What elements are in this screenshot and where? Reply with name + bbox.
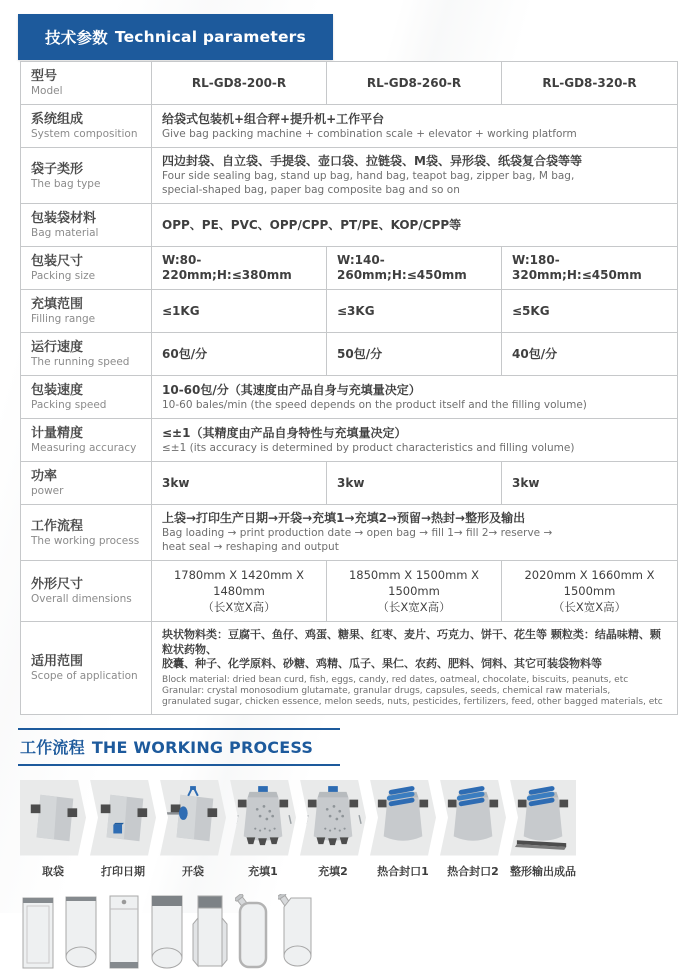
sample-bag [63, 894, 99, 972]
spec-value-cell: ≤3KG [327, 290, 502, 333]
spec-row [21, 333, 678, 376]
process-step-tile [230, 780, 296, 856]
sample-bag [106, 894, 142, 972]
process-step-tile [440, 780, 506, 856]
spec-value-cell: ≤5KG [502, 290, 678, 333]
row-label: 型号 Model [21, 62, 152, 105]
spec-value-cell: W:80-220mm;H:≤380mm [152, 247, 327, 290]
spec-value-merged: 块状物料类：豆腐干、鱼仔、鸡蛋、糖果、红枣、麦片、巧克力、饼干、花生等 颗粒类：结晶味精、颗粒状药物、 胶囊、种子、化学原料、砂糖、鸡精、瓜子、果仁、农药、肥料、饲料、其它可装袋物料等 Block material: dried bean curd, fish, eggs, candy, red dates, oatmeal, chocolate, biscuits, peanuts, etc Granular: crystal monosodium glutamate, granular drugs, capsules, seeds, chemical raw materials, granulated sugar, chicken essence, melon seeds, nuts, pesticides, fertilizers, feed, other bagged materials, etc [152, 622, 678, 715]
process-step-label: 充填2 [318, 864, 348, 878]
spec-value-cell: RL-GD8-260-R [327, 62, 502, 105]
row-label: 系统组成 System composition [21, 105, 152, 148]
spec-row [21, 462, 678, 505]
row-label: 袋子类形 The bag type [21, 148, 152, 204]
stand-up-spout-pouch-icon [278, 894, 314, 972]
spec-value-cell: 60包/分 [152, 333, 327, 376]
side-gusset-bag-icon [192, 894, 228, 972]
spec-value-cell: ≤1KG [152, 290, 327, 333]
spec-value-cell: W:140-260mm;H:≤450mm [327, 247, 502, 290]
spec-row [21, 105, 678, 148]
row-label: 包装尺寸 Packing size [21, 247, 152, 290]
technical-parameters-banner [18, 14, 333, 60]
working-process-heading-en: THE WORKING PROCESS [91, 737, 314, 757]
banner-title-cn: 技术参数 [45, 29, 108, 47]
process-step-label: 热合封口1 [377, 864, 429, 878]
sample-bag [149, 894, 185, 972]
four-side-seal-bag-icon [20, 894, 56, 972]
spec-row [21, 290, 678, 333]
spec-row [21, 419, 678, 462]
spec-value-merged: OPP、PE、PVC、OPP/CPP、PT/PE、KOP/CPP等 [152, 204, 678, 247]
spec-row [21, 561, 678, 622]
spec-value-cell: 2020mm X 1660mm X 1500mm （长X宽X高） [502, 561, 678, 622]
banner-title-en: Technical parameters [114, 28, 306, 46]
spec-row [21, 148, 678, 204]
row-label: 运行速度 The running speed [21, 333, 152, 376]
spec-row [21, 62, 678, 105]
fill-1-icon [234, 786, 292, 850]
spec-value-cell: 40包/分 [502, 333, 678, 376]
process-step [90, 780, 156, 879]
heat-seal-1-icon [374, 786, 432, 850]
spec-value-merged: 10-60包/分（其速度由产品自身与充填量决定） 10-60 bales/min (the speed depends on the product itself and the filling volume) [152, 376, 678, 419]
row-label: 适用范围 Scope of application [21, 622, 152, 715]
spec-value-cell: 50包/分 [327, 333, 502, 376]
process-step [510, 780, 576, 879]
row-label: 包装袋材料 Bag material [21, 204, 152, 247]
spec-value-cell: 3kw [502, 462, 678, 505]
bag-samples-row [20, 894, 693, 972]
sample-bag [235, 894, 271, 972]
spec-row [21, 505, 678, 561]
process-step-label: 充填1 [248, 864, 278, 878]
row-label: 计量精度 Measuring accuracy [21, 419, 152, 462]
spec-value-cell: 3kw [327, 462, 502, 505]
process-step-tile [300, 780, 366, 856]
spec-value-merged: ≤±1（其精度由产品自身特性与充填量决定） ≤±1 (its accuracy is determined by product characteristics and filling volume) [152, 419, 678, 462]
spec-row [21, 247, 678, 290]
spec-row [21, 376, 678, 419]
process-step-tile [90, 780, 156, 856]
process-step-tile [510, 780, 576, 856]
process-step-label: 打印日期 [101, 864, 145, 878]
process-step-tile [20, 780, 86, 856]
row-label: 包装速度 Packing speed [21, 376, 152, 419]
process-step [300, 780, 366, 879]
row-label: 工作流程 The working process [21, 505, 152, 561]
specs-table [20, 61, 678, 715]
spec-value-cell: RL-GD8-200-R [152, 62, 327, 105]
process-step-label: 取袋 [42, 864, 64, 878]
open-bag-icon [164, 786, 222, 850]
process-step [230, 780, 296, 879]
take-bag-icon [24, 786, 82, 850]
spec-value-cell: W:180-320mm;H:≤450mm [502, 247, 678, 290]
hang-hole-bag-icon [106, 894, 142, 972]
spec-value-cell: RL-GD8-320-R [502, 62, 678, 105]
fill-2-icon [304, 786, 362, 850]
process-step-label: 整形输出成品 [510, 864, 576, 878]
working-process-heading [18, 728, 340, 766]
spec-row [21, 622, 678, 715]
row-label: 功率 power [21, 462, 152, 505]
row-label: 外形尺寸 Overall dimensions [21, 561, 152, 622]
sample-bag [192, 894, 228, 972]
top-seal-stand-up-bag-icon [149, 894, 185, 972]
working-process-heading-cn: 工作流程 [20, 737, 85, 757]
stand-up-bag-icon [63, 894, 99, 972]
process-step [20, 780, 86, 879]
print-date-icon [94, 786, 152, 850]
spec-row [21, 204, 678, 247]
spec-value-cell: 1780mm X 1420mm X 1480mm （长X宽X高） [152, 561, 327, 622]
row-label: 充填范围 Filling range [21, 290, 152, 333]
process-step-label: 开袋 [182, 864, 204, 878]
spec-value-merged: 给袋式包装机+组合秤+提升机+工作平台 Give bag packing machine + combination scale + elevator + working platform [152, 105, 678, 148]
spout-pouch-icon [235, 894, 271, 972]
spec-value-cell: 3kw [152, 462, 327, 505]
process-step-tile [160, 780, 226, 856]
process-step [370, 780, 436, 879]
process-step [440, 780, 506, 879]
spec-value-merged: 四边封袋、自立袋、手提袋、壶口袋、拉链袋、M袋、异形袋、纸袋复合袋等等 Four side sealing bag, stand up bag, hand bag, teapot bag, zipper bag, M bag, special-shaped bag, paper bag composite bag and so on [152, 148, 678, 204]
spec-value-cell: 1850mm X 1500mm X 1500mm （长X宽X高） [327, 561, 502, 622]
process-steps-strip [20, 780, 693, 879]
process-step-label: 热合封口2 [447, 864, 499, 878]
reshape-output-icon [514, 786, 572, 850]
sample-bag [278, 894, 314, 972]
process-step [160, 780, 226, 879]
process-step-tile [370, 780, 436, 856]
spec-value-merged: 上袋→打印生产日期→开袋→充填1→充填2→预留→热封→整形及输出 Bag loading → print production date → open bag → fill 1→ fill 2→ reserve → heat seal → reshaping and output [152, 505, 678, 561]
heat-seal-2-icon [444, 786, 502, 850]
sample-bag [20, 894, 56, 972]
